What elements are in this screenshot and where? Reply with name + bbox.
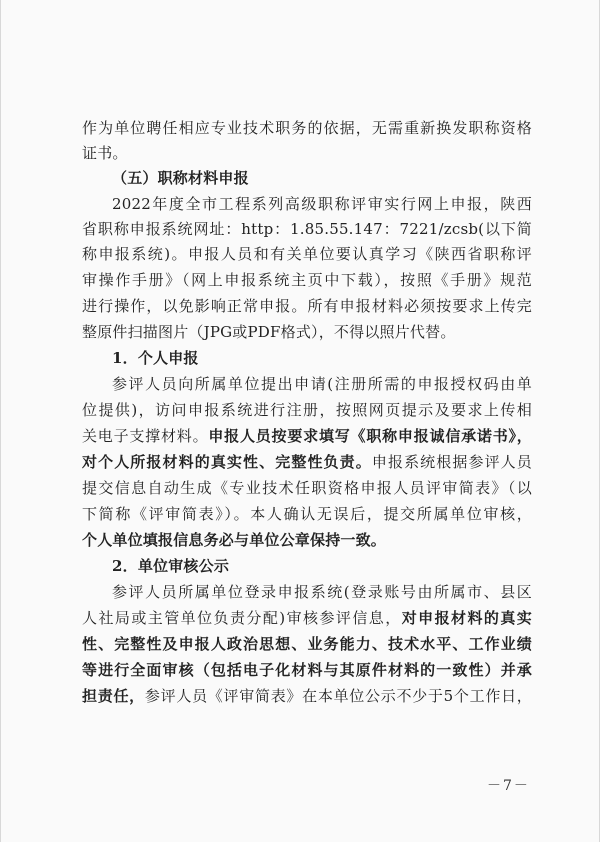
text-line (82, 686, 532, 706)
text-span: 参评人员《评审简表》在本单位公示不少于5个工作日， (144, 687, 532, 705)
text-line-bold: 个人单位填报信息务必与单位公章保持一致。 (82, 531, 387, 549)
text-line: 下简称《评审简表》）。本人确认无误后，提交所属单位审核， (82, 505, 532, 523)
text-line: 称申报系统)。申报人员和有关单位要认真学习《陕西省职称评 (82, 245, 532, 263)
bold-text-span: 对个人所报材料的真实性、完整性负责。 (82, 453, 372, 471)
text-line-bold: 等进行全面审核（包括电子化材料与其原件材料的一致性）并承 (82, 661, 532, 679)
page-left-edge (0, 0, 1, 842)
text-line: 整原件扫描图片（JPG或PDF格式），不得以照片代替。 (82, 323, 456, 341)
text-line: 位提供)，访问申报系统进行注册，按照网页提示及要求上传相 (82, 401, 532, 419)
text-line: 参评人员所属单位登录申报系统(登录账号由所属市、县区 (112, 583, 532, 601)
text-line: 进行操作，以免影响正常申报。所有申报材料必须按要求上传完 (82, 297, 532, 315)
text-line: 2022年度全市工程系列高级职称评审实行网上申报，陕西 (112, 195, 532, 213)
text-line: 提交信息自动生成《专业技术任职资格申报人员评审简表》（以 (82, 479, 532, 497)
page-number: －7－ (487, 778, 530, 794)
text-line: 参评人员向所属单位提出申请(注册所需的申报授权码由单 (112, 375, 532, 393)
text-line: 省职称申报系统网址：http：1.85.55.147：7221/zcsb(以下简 (82, 220, 532, 238)
text-line-bold: 性、完整性及申报人政治思想、业务能力、技术水平、工作业绩 (82, 635, 532, 653)
text-span: 人社局或主管单位负责分配)审核参评信息， (82, 609, 402, 627)
text-span: 申报系统根据参评人员 (371, 453, 532, 471)
bold-text-span: 申报人员按要求填写《职称申报诚信承诺书》， (208, 427, 532, 445)
text-line (82, 452, 532, 472)
section-heading-5: （五）职称材料申报 (112, 169, 249, 187)
subheading-individual-application: 1．个人申报 (112, 349, 199, 367)
text-line (82, 608, 532, 628)
bold-text-span: 对申报材料的真实 (401, 609, 532, 627)
subheading-unit-review: 2．单位审核公示 (112, 557, 230, 575)
bold-text-span: 担责任， (82, 687, 145, 705)
text-span: 关电子支撑材料。 (82, 427, 209, 445)
text-line: 审操作手册》（网上申报系统主页中下载），按照《手册》规范 (82, 271, 532, 289)
text-line: 作为单位聘任相应专业技术职务的依据，无需重新换发职称资格 (82, 119, 532, 137)
text-line: 证书。 (82, 144, 128, 162)
text-line (82, 426, 532, 446)
